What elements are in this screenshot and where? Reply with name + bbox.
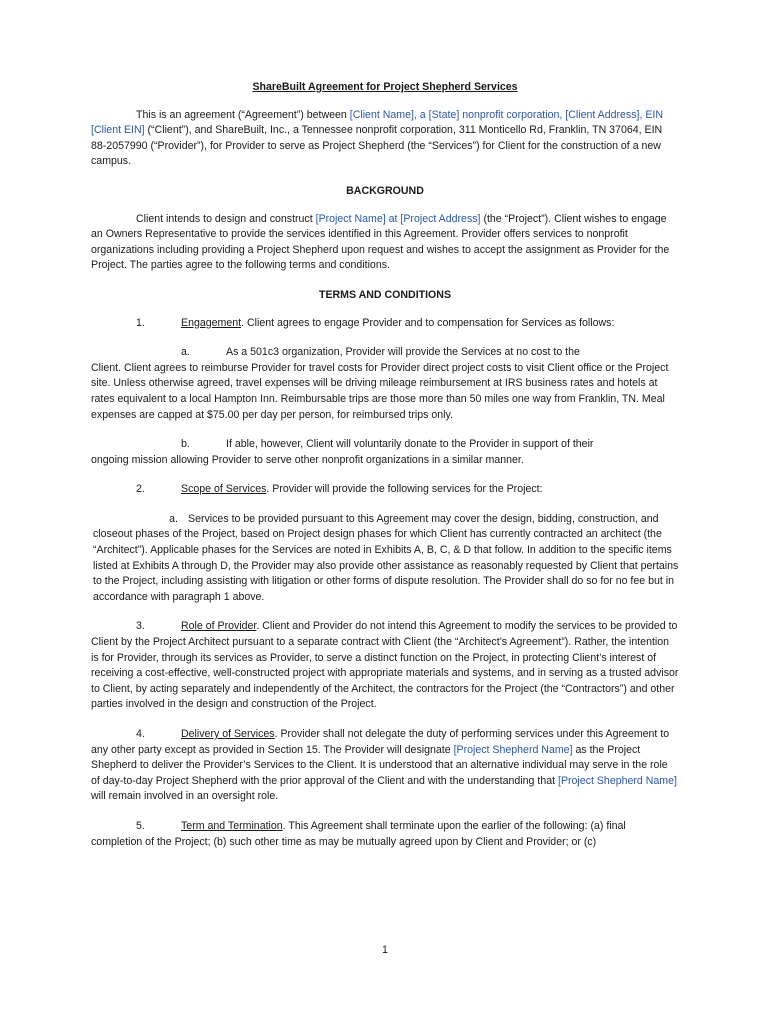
client-placeholder[interactable]: [Client Name], a [State] nonprofit corporation, [Client Address], EIN [Client EIN] — [91, 108, 664, 137]
section-1 — [91, 316, 679, 332]
section-3-number: 3. — [136, 620, 145, 633]
section-1b-text: If able, however, Client will voluntarily donate to the Provider in support of their — [226, 438, 594, 451]
section-4-text-2: as the Project Shepherd to deliver the Provider’s Services to the Client. It is understood that an alternative individual may serve in the role of day-to-day Project Shepherd with the prior approval of the Client and with the understanding that — [91, 743, 668, 787]
section-3 — [91, 619, 679, 713]
section-2a-letter: a. — [169, 512, 178, 525]
section-2-title: Scope of Services — [181, 483, 267, 496]
section-1-text: . Client agrees to engage Provider and to compensation for Services as follows: — [241, 316, 615, 329]
section-5-title: Term and Termination — [181, 819, 283, 832]
section-2 — [91, 482, 679, 498]
section-4-title: Delivery of Services — [181, 728, 275, 740]
background-text-1: Client intends to design and construct — [136, 212, 316, 225]
document-body — [91, 80, 679, 864]
section-2-text: . Provider will provide the following services for the Project: — [266, 483, 543, 496]
section-1b — [91, 437, 679, 468]
section-4-text-1: . Provider shall not delegate the duty of performing services under this Agreement to any other party except as provided in Section 15. The Provider will designate — [91, 728, 670, 756]
section-4-text-3: will remain involved in an oversight role. — [91, 790, 279, 803]
section-1a — [91, 345, 679, 423]
section-1a-text: As a 501c3 organization, Provider will provide the Services at no cost to the — [226, 346, 580, 359]
page-number: 1 — [382, 944, 388, 956]
background-text-2: (the “Project”). Client wishes to engage an Owners Representative to provide the services identified in this Agreement. Provider offers services to nonprofit organizations including providing a Project Shepherd upon request and wishes to accept the assignment as Provider for the Project. The parties agree to the following terms and conditions. — [91, 212, 670, 272]
section-5-number: 5. — [136, 819, 145, 832]
section-1b-rest: ongoing mission allowing Provider to serve other nonprofit organizations in a similar manner. — [91, 453, 524, 466]
section-1a-letter: a. — [181, 346, 190, 359]
terms-heading: TERMS AND CONDITIONS — [318, 288, 452, 301]
section-1a-rest: Client. Client agrees to reimburse Provider for travel costs for Provider direct project costs to visit Client office or the Project site. Unless otherwise agreed, travel expenses will be driving mileage reimbursement at IRS business rates and hotels at rates equivalent to a local Hampton Inn. Reimbursable trips are those more than 50 miles one way from Franklin, TN. Meal expenses are capped at $75.00 per day per person, for reimbursed trips only. — [91, 361, 669, 421]
section-2a-text: Services to be provided pursuant to this Agreement may cover the design, bidding, construction, and closeout phases of the Project, based on Project design phases for which Client has currently contracted an architect (the “Architect”). Applicable phases for the Services are noted in Exhibits A, B, C, & D that follow. In addition to the specific items listed at Exhibits A through D, the Provider may also provide other assistance as reasonably requested by Client that pertains to the Project, including assisting with litigation or other forms of dispute resolution. The Provider shall do so for no fee but in accordance with paragraph 1 above. — [93, 512, 679, 603]
section-5-text: . This Agreement shall terminate upon the earlier of the following: (a) final completion of the Project; (b) such other time as may be mutually agreed upon by Client and Provider; or (c) — [91, 819, 626, 848]
section-4-number: 4. — [136, 728, 145, 740]
document-title: ShareBuilt Agreement for Project Shepherd Services — [252, 81, 518, 93]
section-1-title: Engagement — [181, 316, 242, 329]
background-paragraph — [91, 212, 679, 274]
section-4 — [91, 727, 679, 805]
intro-paragraph — [91, 108, 679, 170]
intro-text-2: (“Client”), and ShareBuilt, Inc., a Tennessee nonprofit corporation, 311 Monticello Rd, Franklin, TN 37064, EIN 88-2057990 (“Provider”), for Provider to serve as Project Shepherd (the “Services”) for Client for the construction of a new campus. — [91, 124, 663, 168]
shepherd-placeholder-1[interactable]: [Project Shepherd Name] — [453, 743, 573, 756]
shepherd-placeholder-2[interactable]: [Project Shepherd Name] — [558, 774, 677, 787]
section-2-number: 2. — [136, 483, 145, 496]
section-2a — [91, 512, 679, 606]
section-1-number: 1. — [136, 316, 145, 329]
background-heading: BACKGROUND — [346, 184, 424, 197]
intro-text-1: This is an agreement (“Agreement”) between — [136, 108, 350, 121]
section-3-title: Role of Provider — [181, 620, 257, 633]
section-5 — [91, 819, 679, 850]
section-3-text: . Client and Provider do not intend this Agreement to modify the services to be provided to Client by the Project Architect pursuant to a separate contract with Client (the “Architect’s Agreement”). Rather, the intention is for Provider, through its services as Provider, to serve a distinct function on the Project, in protecting Client’s interest of receiving a cost-effective, well-constructed project with appropriate materials and systems, and in serving as a trusted advisor to Client, by acting separately and independently of the Architect, the contractors for the Project (the “Contractors”) and other parties involved in the design and construction of the Project. — [91, 620, 679, 711]
section-1b-letter: b. — [181, 438, 190, 451]
project-placeholder[interactable]: [Project Name] at [Project Address] — [315, 212, 481, 225]
